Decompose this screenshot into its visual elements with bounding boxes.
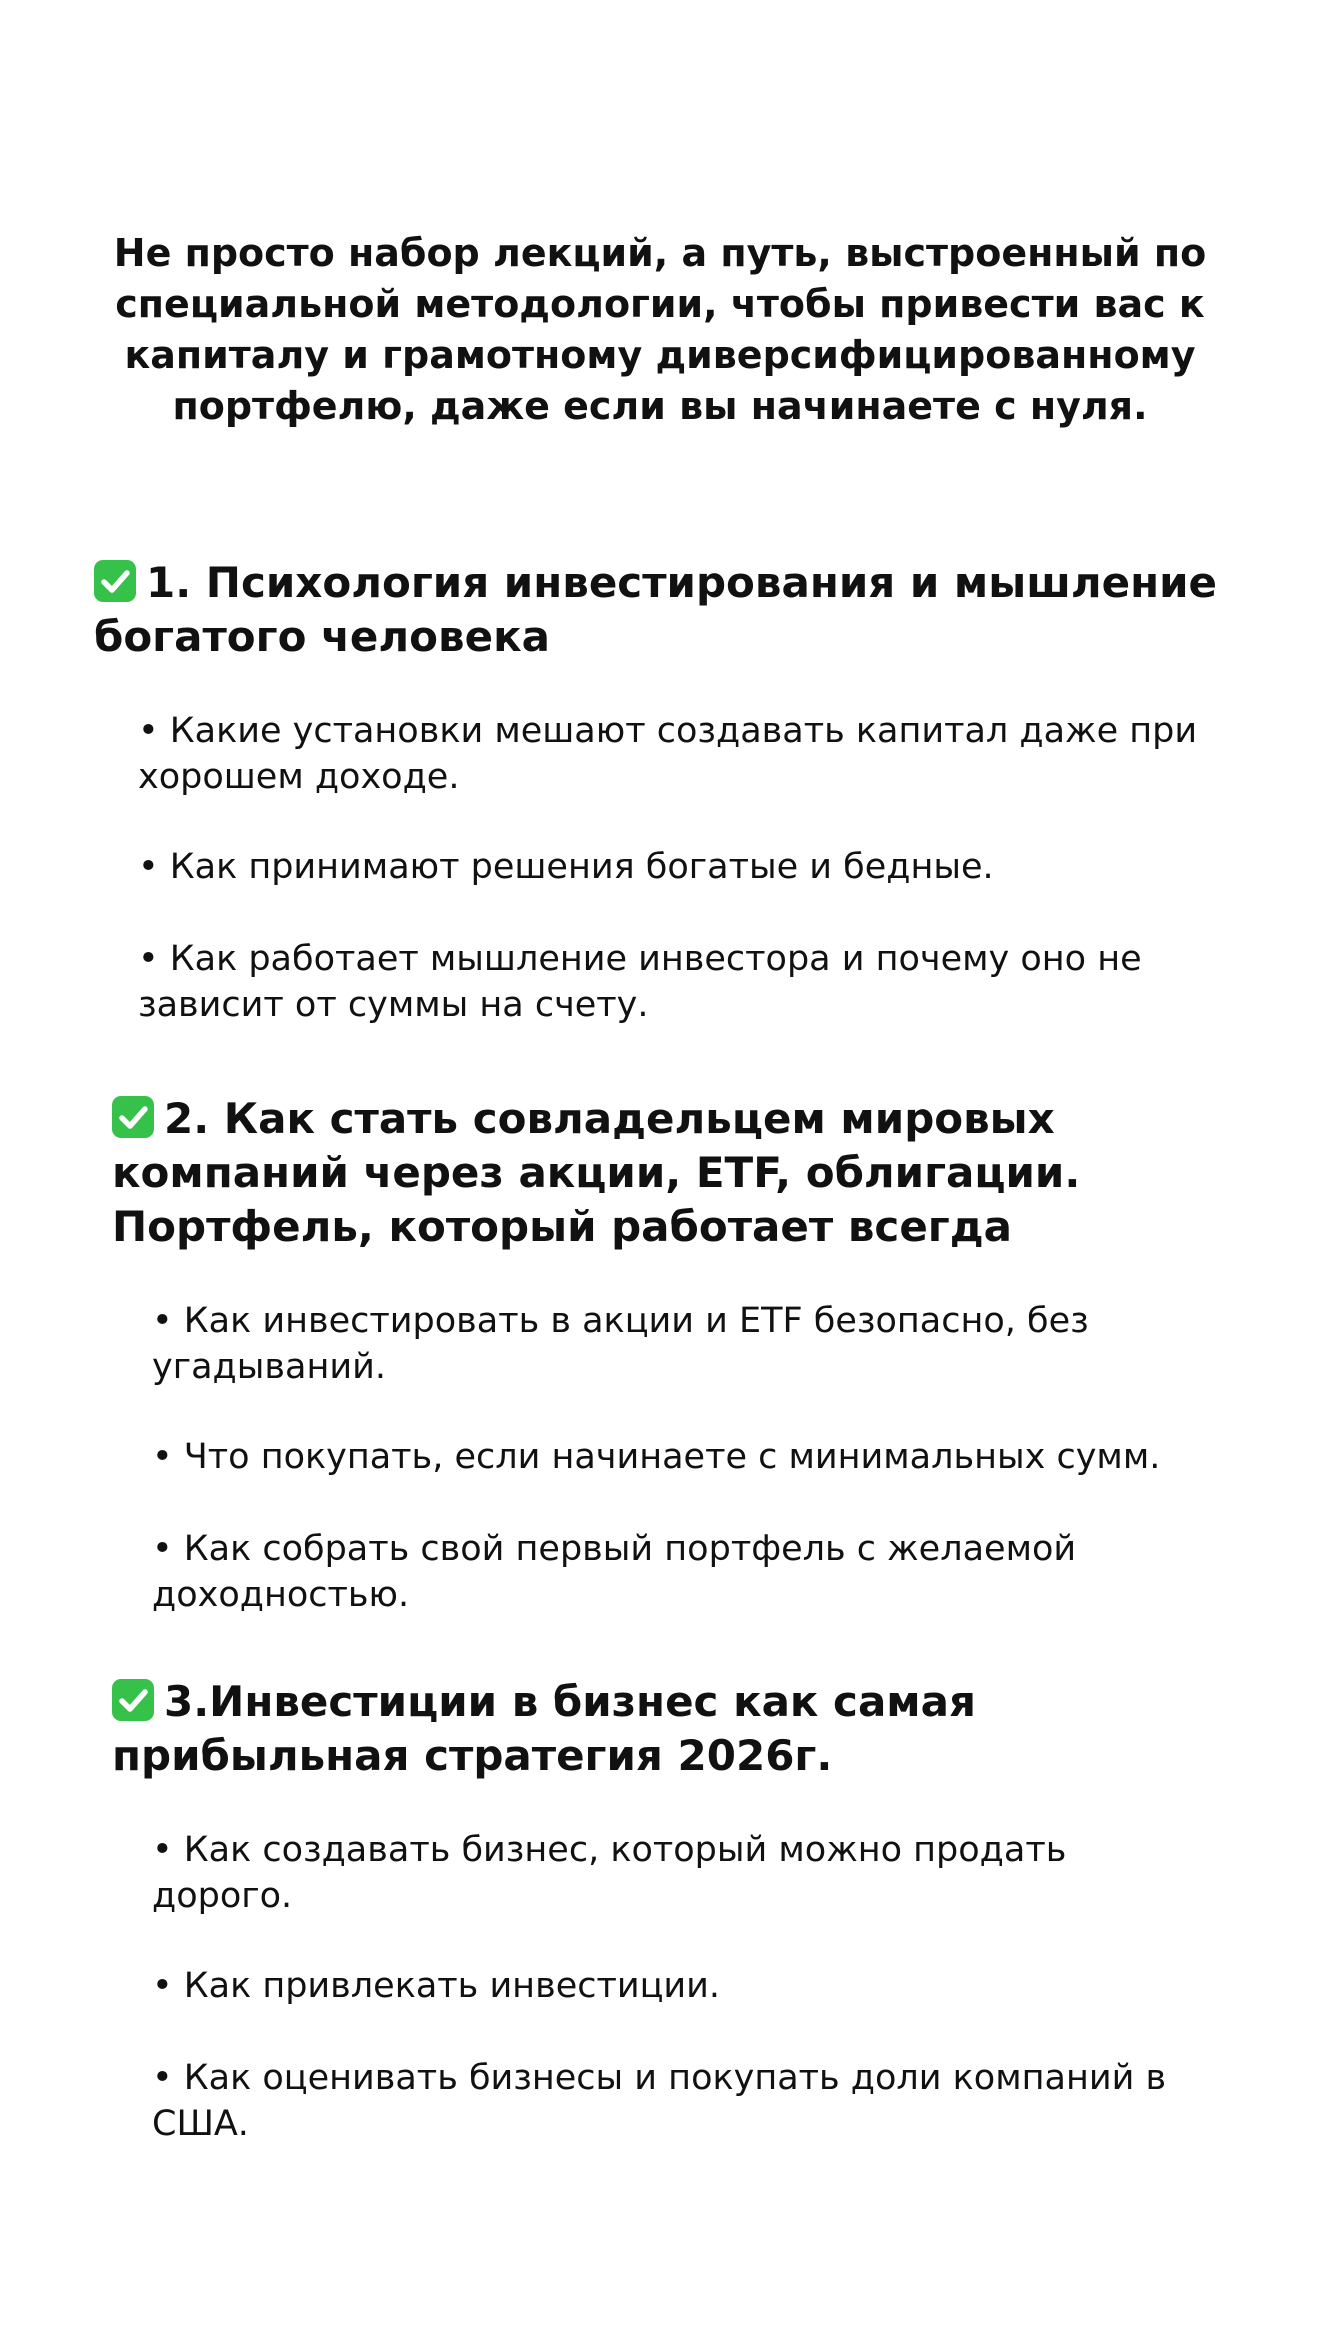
- check-mark-icon: [112, 1096, 154, 1138]
- section-title-text: 1. Психология инвестирования и мышление богатого человека: [94, 558, 1217, 661]
- section-title-text: 2. Как стать совладельцем мировых компаний через акции, ETF, облигации. Портфель, который работает всегда: [112, 1094, 1081, 1251]
- list-item: • Как оценивать бизнесы и покупать доли компаний в США.: [152, 2058, 1167, 2144]
- list-item: • Что покупать, если начинаете с минимальных сумм.: [152, 1437, 1161, 1477]
- check-mark-icon: [94, 560, 136, 602]
- list-item: • Как принимают решения богатые и бедные.: [138, 847, 994, 887]
- check-mark-icon: [112, 1679, 154, 1721]
- list-item: • Какие установки мешают создавать капитал даже при хорошем доходе.: [138, 711, 1198, 797]
- list-item: • Как создавать бизнес, который можно продать дорого.: [152, 1830, 1067, 1916]
- section-3: [112, 1675, 1212, 2144]
- section-1-title: [94, 556, 1274, 664]
- list-item: • Как инвестировать в акции и ETF безопасно, без угадываний.: [152, 1301, 1089, 1387]
- section-2: [112, 1092, 1212, 1615]
- list-item: • Как работает мышление инвестора и почему оно не зависит от суммы на счету.: [138, 939, 1142, 1025]
- section-title-text: 3.Инвестиции в бизнес как самая прибыльная стратегия 2026г.: [112, 1677, 976, 1780]
- list-item: • Как собрать свой первый портфель с желаемой доходностью.: [152, 1529, 1077, 1615]
- section-2-title: [112, 1092, 1172, 1254]
- section-1: [94, 556, 1274, 1025]
- section-3-title: [112, 1675, 1092, 1783]
- intro-text: Не просто набор лекций, а путь, выстроенный по специальной методологии, чтобы привести вас к капиталу и грамотному диверсифицированному портфелю, даже если вы начинаете с нуля.: [113, 231, 1207, 428]
- list-item: • Как привлекать инвестиции.: [152, 1966, 721, 2006]
